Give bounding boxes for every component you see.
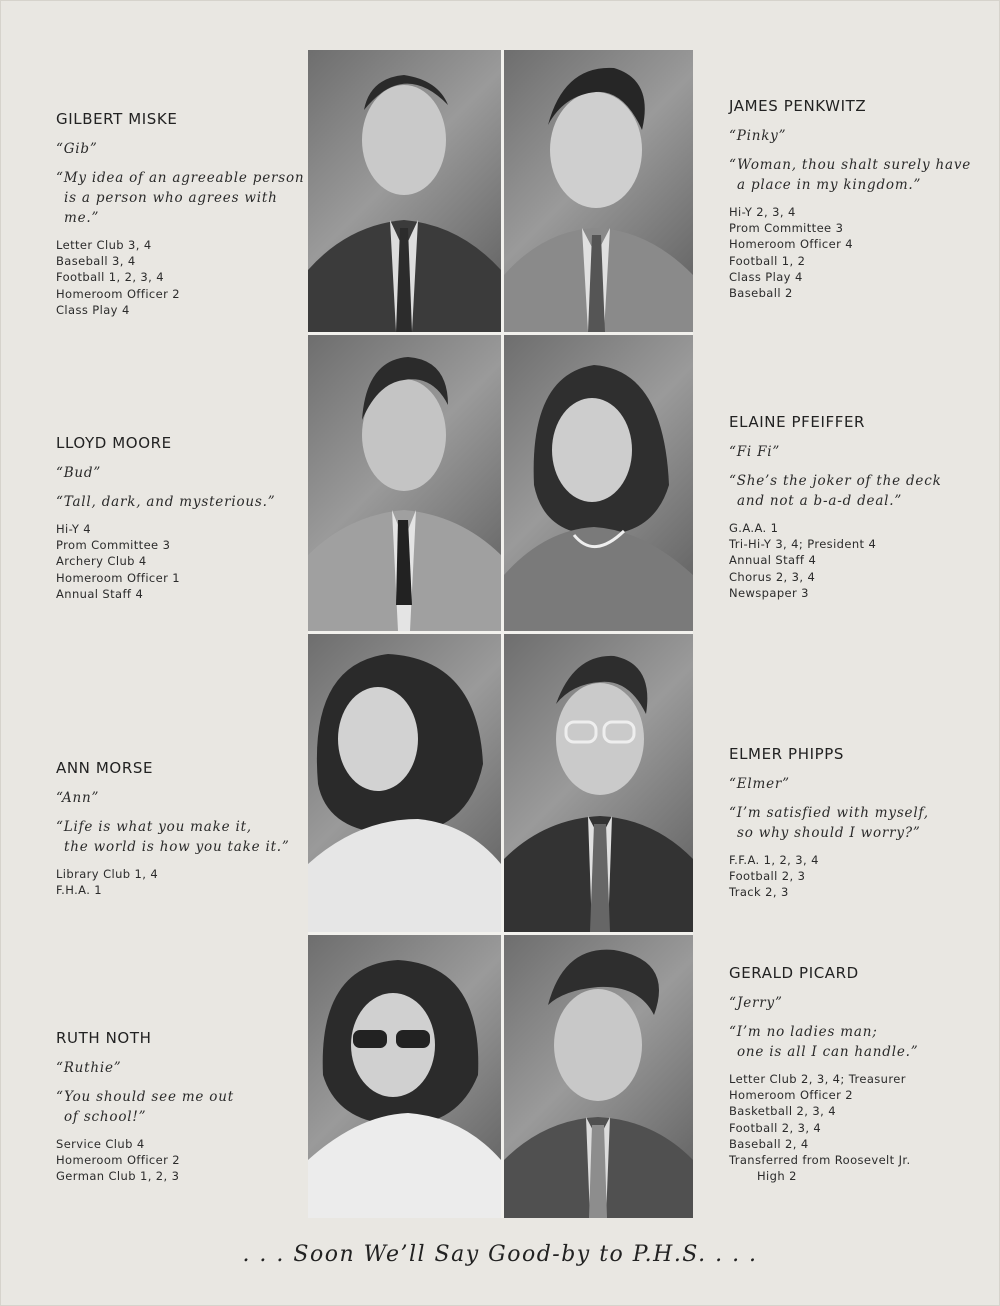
activity-item: Homeroom Officer 1 [56,570,181,585]
student-name: ELMER PHIPPS [729,745,845,763]
activity-item: F.H.A. 1 [56,883,103,898]
activity-item: Hi-Y 2, 3, 4 [729,205,796,219]
student-entry-ann-morse [56,759,306,898]
page-footer-caption: . . . Soon We’ll Say Good-by to P.H.S. . . . [242,1242,758,1267]
quote-line: “Tall, dark, and mysterious.” [56,494,276,510]
activity-item: Annual Staff 4 [729,553,817,568]
activity-item: German Club 1, 2, 3 [56,1169,180,1184]
activity-item: F.F.A. 1, 2, 3, 4 [729,853,819,867]
student-entry-elaine-pfeiffer [729,413,979,601]
quote-line: “She’s the joker of the deck [729,473,942,489]
student-name: ANN MORSE [56,759,154,777]
student-quote [56,817,306,857]
activity-item: Newspaper 3 [729,585,809,600]
quote-line: “Life is what you make it, [56,819,252,835]
student-nickname: “Jerry” [729,995,783,1011]
activity-item: Library Club 1, 4 [56,867,159,881]
activity-item: Baseball 3, 4 [56,254,136,269]
activity-item: Annual Staff 4 [56,586,144,601]
student-entry-gerald-picard [729,964,979,1184]
portrait-james-penkwitz [504,50,693,332]
student-name: GERALD PICARD [729,964,859,982]
activity-item: Service Club 4 [56,1137,145,1151]
activity-item: Hi-Y 4 [56,522,92,536]
activity-item: Football 1, 2, 3, 4 [56,270,164,285]
activity-item: Prom Committee 3 [729,221,844,236]
activity-item: Letter Club 3, 4 [56,238,152,252]
quote-line: “Woman, thou shalt surely have [729,157,972,173]
student-nickname: “Fi Fi” [729,444,781,460]
student-quote [56,492,306,512]
quote-line: is a person who agrees with me.” [64,190,278,226]
activity-item: Chorus 2, 3, 4 [729,569,816,584]
student-nickname: “Elmer” [729,776,790,792]
portrait-gerald-picard [504,935,693,1218]
student-nickname: “Pinky” [729,128,787,144]
activity-list [729,520,979,601]
activity-list [729,204,979,301]
activity-list [56,521,306,602]
student-name: JAMES PENKWITZ [729,97,867,115]
activity-item: Football 2, 3, 4 [729,1120,822,1135]
activity-item: Homeroom Officer 2 [56,1153,181,1168]
quote-line: “I’m no ladies man; [729,1024,878,1040]
quote-line: so why should I worry?” [737,825,921,841]
student-name: ELAINE PFEIFFER [729,413,866,431]
portrait-ann-morse [308,634,501,932]
activity-item: Baseball 2, 4 [729,1136,809,1151]
student-entry-elmer-phipps [729,745,979,901]
activity-item: Letter Club 2, 3, 4; Treasurer [729,1072,906,1086]
activity-list [729,852,979,901]
student-nickname: “Ruthie” [56,1060,122,1076]
activity-list [56,237,306,318]
quote-line: “You should see me out [56,1089,234,1105]
quote-line: one is all I can handle.” [737,1044,919,1060]
quote-line: and not a b-a-d deal.” [737,493,903,509]
activity-item: Track 2, 3 [729,885,789,900]
student-entry-gilbert-miske [56,110,306,318]
student-entry-ruth-noth [56,1029,306,1185]
activity-list [56,866,306,898]
student-name: LLOYD MOORE [56,434,172,452]
activity-item: Homeroom Officer 2 [729,1088,854,1103]
student-quote [729,803,979,843]
student-quote [729,471,979,511]
student-name: GILBERT MISKE [56,110,178,128]
activity-item: Transferred from Roosevelt Jr. [729,1153,911,1168]
activity-item: G.A.A. 1 [729,521,779,535]
portrait-lloyd-moore [308,335,501,631]
activity-item: Homeroom Officer 4 [729,237,854,252]
activity-item: Tri-Hi-Y 3, 4; President 4 [729,537,877,552]
student-quote [56,1087,306,1127]
student-nickname: “Gib” [56,141,98,157]
activity-item: High 2 [757,1169,797,1184]
quote-line: the world is how you take it.” [64,839,290,855]
quote-line: a place in my kingdom.” [737,177,922,193]
quote-line: “I’m satisfied with myself, [729,805,929,821]
student-quote [729,155,979,195]
portrait-elaine-pfeiffer [504,335,693,631]
activity-item: Archery Club 4 [56,554,147,569]
activity-item: Football 1, 2 [729,253,806,268]
activity-list [56,1136,306,1185]
activity-item: Football 2, 3 [729,869,806,884]
quote-line: “My idea of an agreeable person [56,170,305,186]
student-name: RUTH NOTH [56,1029,152,1047]
student-nickname: “Ann” [56,790,100,806]
student-quote [56,168,306,228]
activity-item: Prom Committee 3 [56,538,171,553]
activity-item: Homeroom Officer 2 [56,286,181,301]
student-entry-james-penkwitz [729,97,979,301]
activity-item: Class Play 4 [729,269,803,284]
student-nickname: “Bud” [56,465,102,481]
portrait-ruth-noth [308,935,501,1218]
quote-line: of school!” [64,1109,147,1125]
activity-item: Class Play 4 [56,302,130,317]
student-quote [729,1022,979,1062]
activity-list [729,1071,979,1184]
activity-item: Baseball 2 [729,286,793,301]
portrait-grid [308,50,693,1218]
activity-item: Basketball 2, 3, 4 [729,1104,836,1119]
student-entry-lloyd-moore [56,434,306,602]
portrait-gilbert-miske [308,50,501,332]
portrait-elmer-phipps [504,634,693,932]
